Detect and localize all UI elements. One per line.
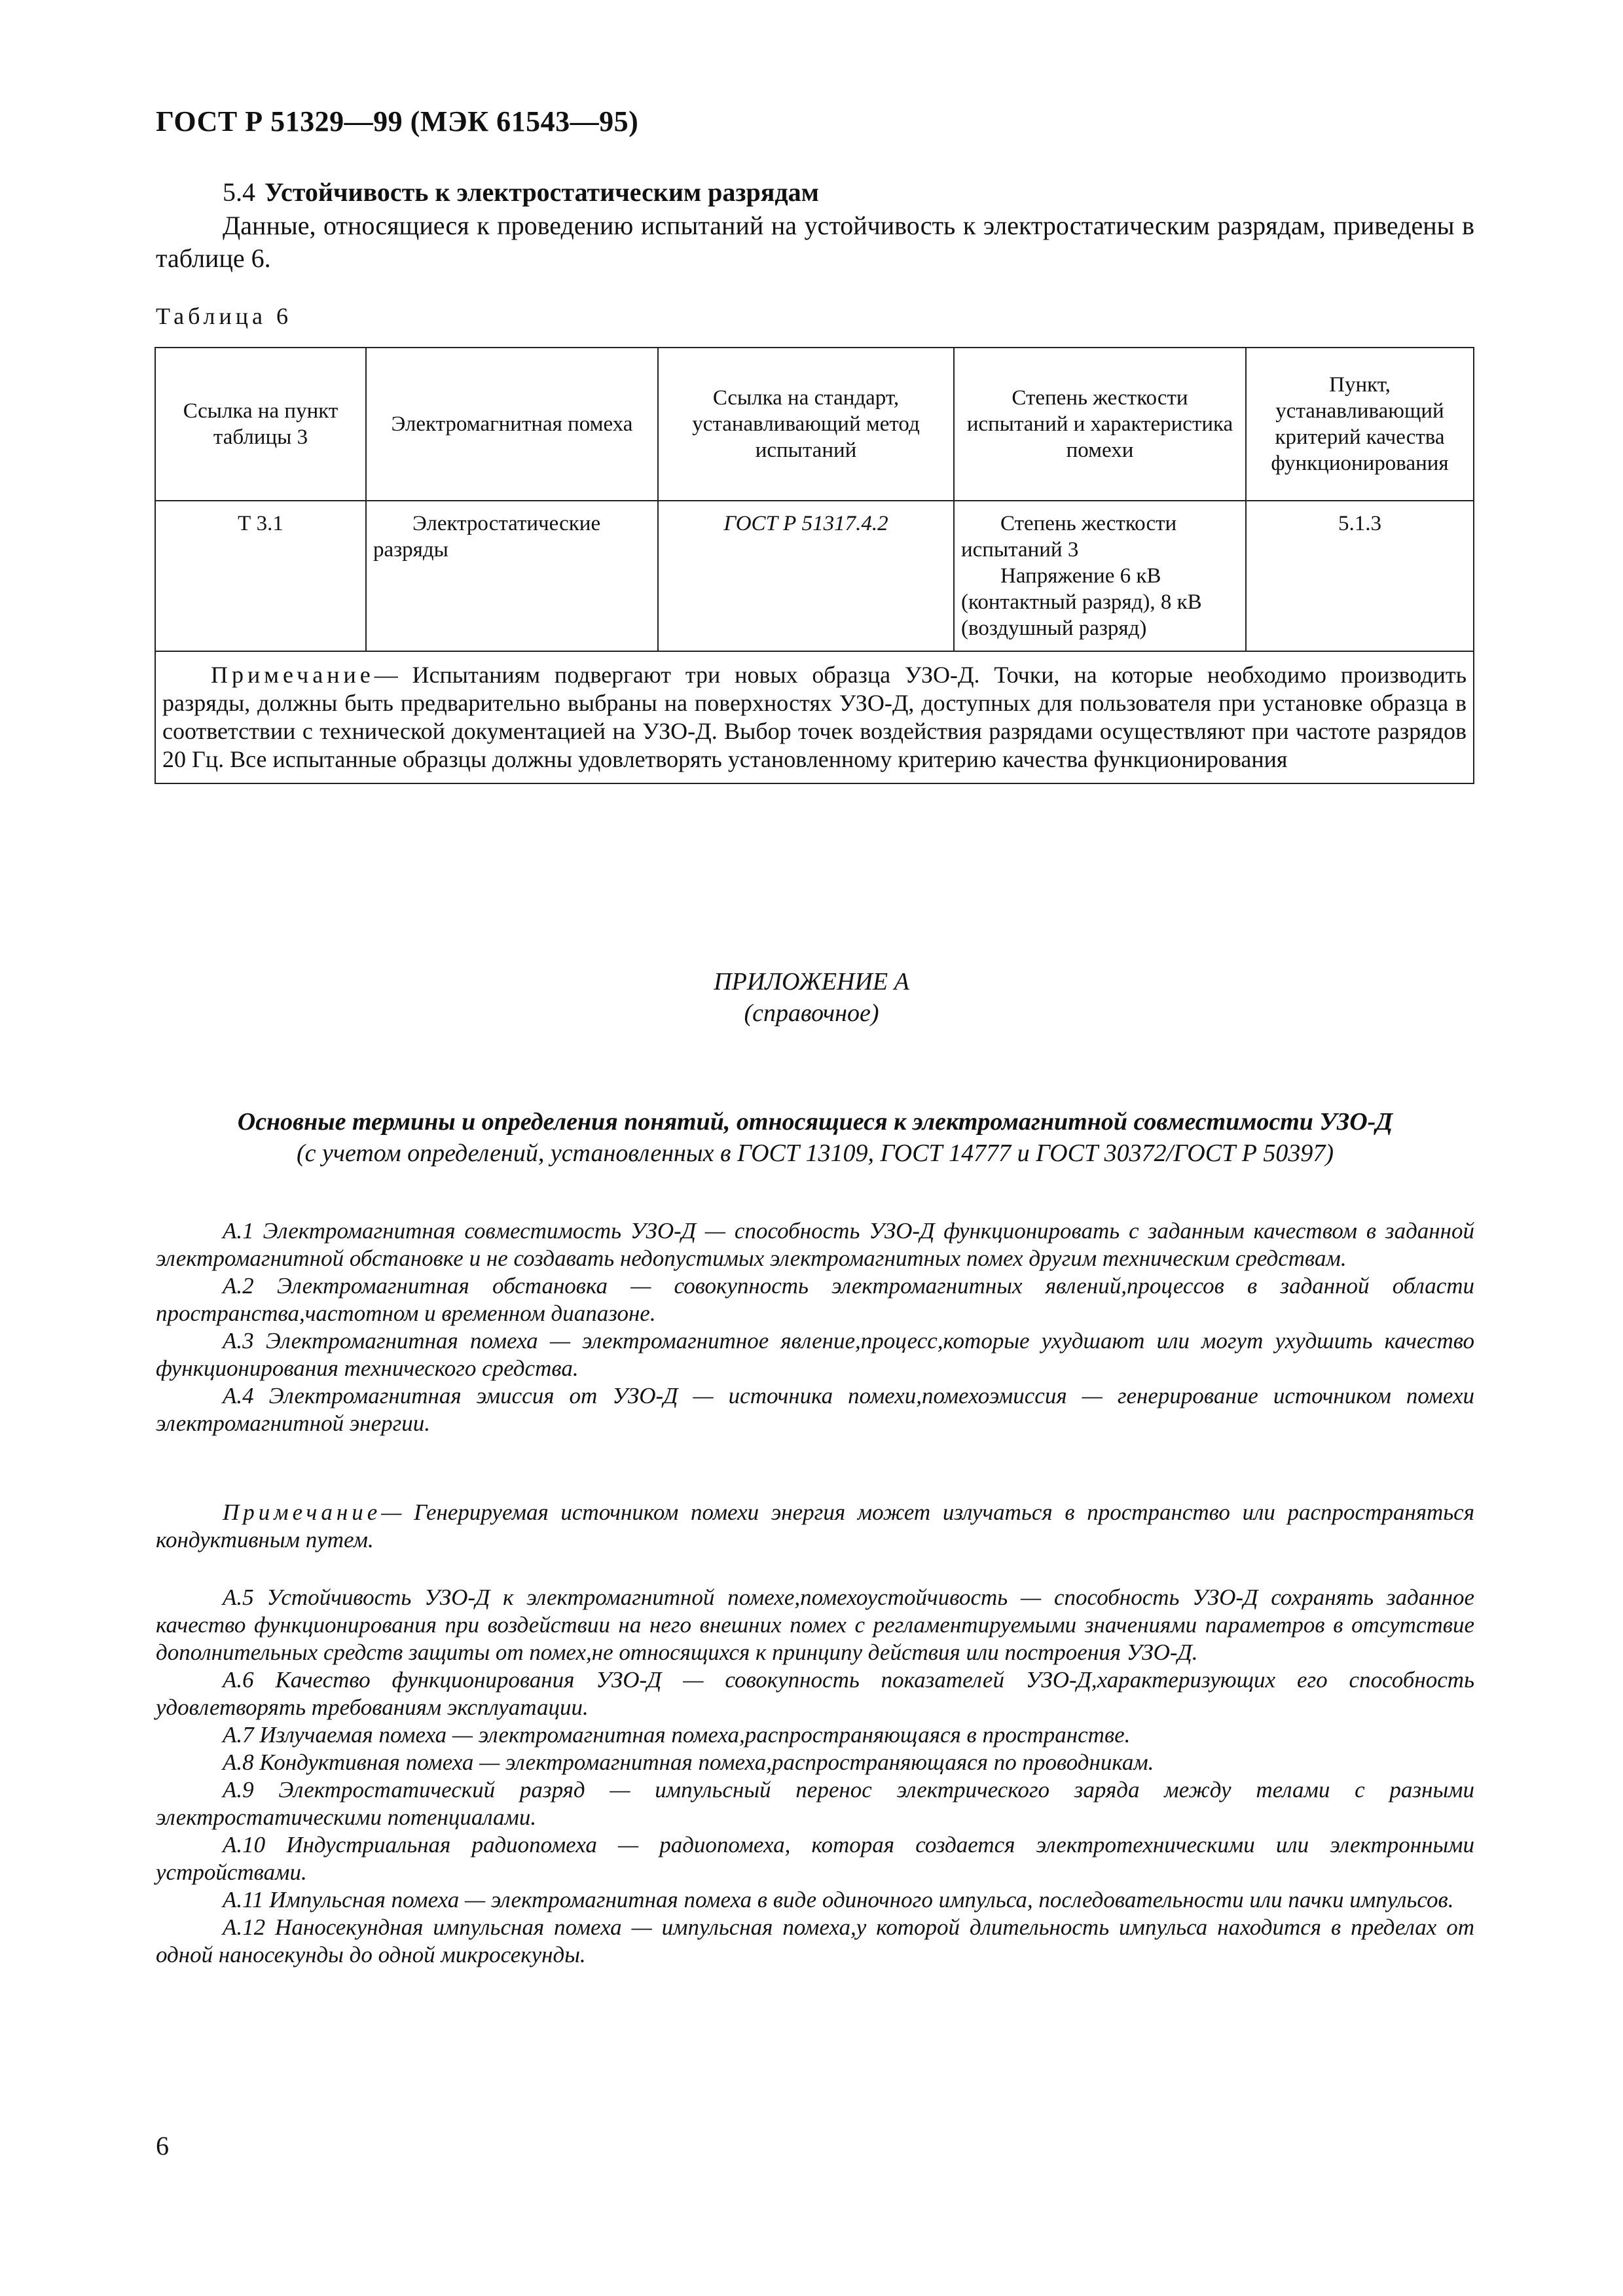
terms-subheading: (с учетом определений, установленных в ГОСТ 13109, ГОСТ 14777 и ГОСТ 30372/ГОСТ Р 50397) bbox=[296, 1139, 1334, 1167]
term-paragraph: А.11 Импульсная помеха — электромагнитная помеха в виде одиночного импульса, последовательности или пачки импульсов. bbox=[223, 1887, 1454, 1912]
section-number: 5.4 bbox=[223, 177, 255, 207]
table-header-cell: Ссылка на стандарт, устанавливающий метод испытаний bbox=[658, 348, 954, 501]
document-header: ГОСТ Р 51329—99 (МЭК 61543—95) bbox=[156, 105, 639, 137]
page-number: 6 bbox=[156, 2131, 169, 2161]
term-paragraph: А.2 Электромагнитная обстановка — совокупность электромагнитных явлений,процессов в заданной области пространства,частотном и временном диапазоне. bbox=[156, 1273, 1474, 1326]
section-title: Устойчивость к электростатическим разрядам bbox=[264, 177, 819, 207]
term-paragraph: А.4 Электромагнитная эмиссия от УЗО-Д — источника помехи,помехоэмиссия — генерирование источником помехи электромагнитной энергии. bbox=[156, 1383, 1474, 1436]
terms-list-a bbox=[156, 1217, 1474, 1437]
table-caption: Таблица 6 bbox=[156, 303, 292, 329]
table-cell-ref: Т 3.1 bbox=[155, 501, 366, 651]
appendix-title: ПРИЛОЖЕНИЕ А bbox=[714, 968, 909, 996]
appendix-title-block bbox=[0, 966, 1623, 1029]
table-header-cell: Пункт, устанавливающий критерий качества функционирования bbox=[1246, 348, 1474, 501]
table-note bbox=[155, 651, 1474, 783]
severity-voltage: Напряжение 6 кВ (контактный разряд), 8 кВ (воздушный разряд) bbox=[961, 564, 1202, 640]
table-cell-criterion: 5.1.3 bbox=[1246, 501, 1474, 651]
appendix-note-text: — Генерируемая источником помехи энергия может излучаться в пространство или распространяться кондуктивным путем. bbox=[156, 1499, 1474, 1552]
appendix-subtitle: (справочное) bbox=[744, 999, 879, 1027]
table-6 bbox=[155, 347, 1474, 784]
table-cell-standard: ГОСТ Р 51317.4.2 bbox=[658, 501, 954, 651]
table-note-text: — Испытаниям подвергают три новых образца УЗО-Д. Точки, на которые необходимо производить разряды, должны быть предварительно выбраны на поверхностях УЗО-Д, доступных для пользователя при установке образца в соответствии с технической документацией на УЗО-Д. Выбор точек воздействия разрядами осуществляют при частоте разрядов 20 Гц. Все испытанные образцы должны удовлетворять установленному критерию качества функционирования bbox=[162, 662, 1467, 772]
severity-level: Степень жесткости испытаний 3 bbox=[961, 512, 1177, 562]
terms-heading-block bbox=[156, 1106, 1474, 1169]
table-cell-severity bbox=[954, 501, 1246, 651]
table-row bbox=[155, 501, 1474, 651]
table-header-row bbox=[155, 348, 1474, 501]
table-header-cell: Электромагнитная помеха bbox=[366, 348, 658, 501]
terms-list-b bbox=[156, 1584, 1474, 1969]
term-paragraph: А.10 Индустриальная радиопомеха — радиопомеха, которая создается электротехническими или электронными устройствами. bbox=[156, 1832, 1474, 1885]
term-paragraph: А.7 Излучаемая помеха — электромагнитная помеха,распространяющаяся в пространстве. bbox=[223, 1722, 1131, 1748]
term-paragraph: А.8 Кондуктивная помеха — электромагнитная помеха,распространяющаяся по проводникам. bbox=[223, 1749, 1154, 1775]
table-note-row bbox=[155, 651, 1474, 783]
terms-heading: Основные термины и определения понятий, относящиеся к электромагнитной совместимости УЗО-Д bbox=[237, 1108, 1393, 1136]
term-paragraph: А.12 Наносекундная импульсная помеха — импульсная помеха,у которой длительность импульса находится в пределах от одной наносекунды до одной микросекунды. bbox=[156, 1914, 1474, 1967]
term-paragraph: А.1 Электромагнитная совместимость УЗО-Д — способность УЗО-Д функционировать с заданным качеством в заданной электромагнитной обстановке и не создавать недопустимых электромагнитных помех другим техническим средствам. bbox=[156, 1218, 1474, 1271]
term-paragraph: А.3 Электромагнитная помеха — электромагнитное явление,процесс,которые ухудшают или могут ухудшить качество функционирования технического средства. bbox=[156, 1328, 1474, 1381]
appendix-note-label: Примечание bbox=[223, 1499, 382, 1525]
appendix-note bbox=[156, 1499, 1474, 1554]
term-paragraph: А.5 Устойчивость УЗО-Д к электромагнитной помехе,помехоустойчивость — способность УЗО-Д сохранять заданное качество функционирования при воздействии на него внешних помех с регламентируемыми значениями параметров в отсутствие дополнительных средств защиты от помех,не относящихся к принципу действия или построения УЗО-Д. bbox=[156, 1585, 1474, 1665]
table-header-cell: Ссылка на пункт таблицы 3 bbox=[155, 348, 366, 501]
section-heading bbox=[223, 177, 819, 207]
term-paragraph: А.6 Качество функционирования УЗО-Д — совокупность показателей УЗО-Д,характеризующих его способность удовлетворять требованиям эксплуатации. bbox=[156, 1667, 1474, 1720]
section-intro: Данные, относящиеся к проведению испытаний на устойчивость к электростатическим разрядам, приведены в таблице 6. bbox=[156, 211, 1474, 273]
table-note-label: Примечание bbox=[211, 662, 374, 688]
table-cell-interference: Электростатические разряды bbox=[366, 501, 658, 651]
term-paragraph: А.9 Электростатический разряд — импульсный перенос электрического заряда между телами с разными электростатическими потенциалами. bbox=[156, 1777, 1474, 1830]
table-header-cell: Степень жесткости испытаний и характеристика помехи bbox=[954, 348, 1246, 501]
